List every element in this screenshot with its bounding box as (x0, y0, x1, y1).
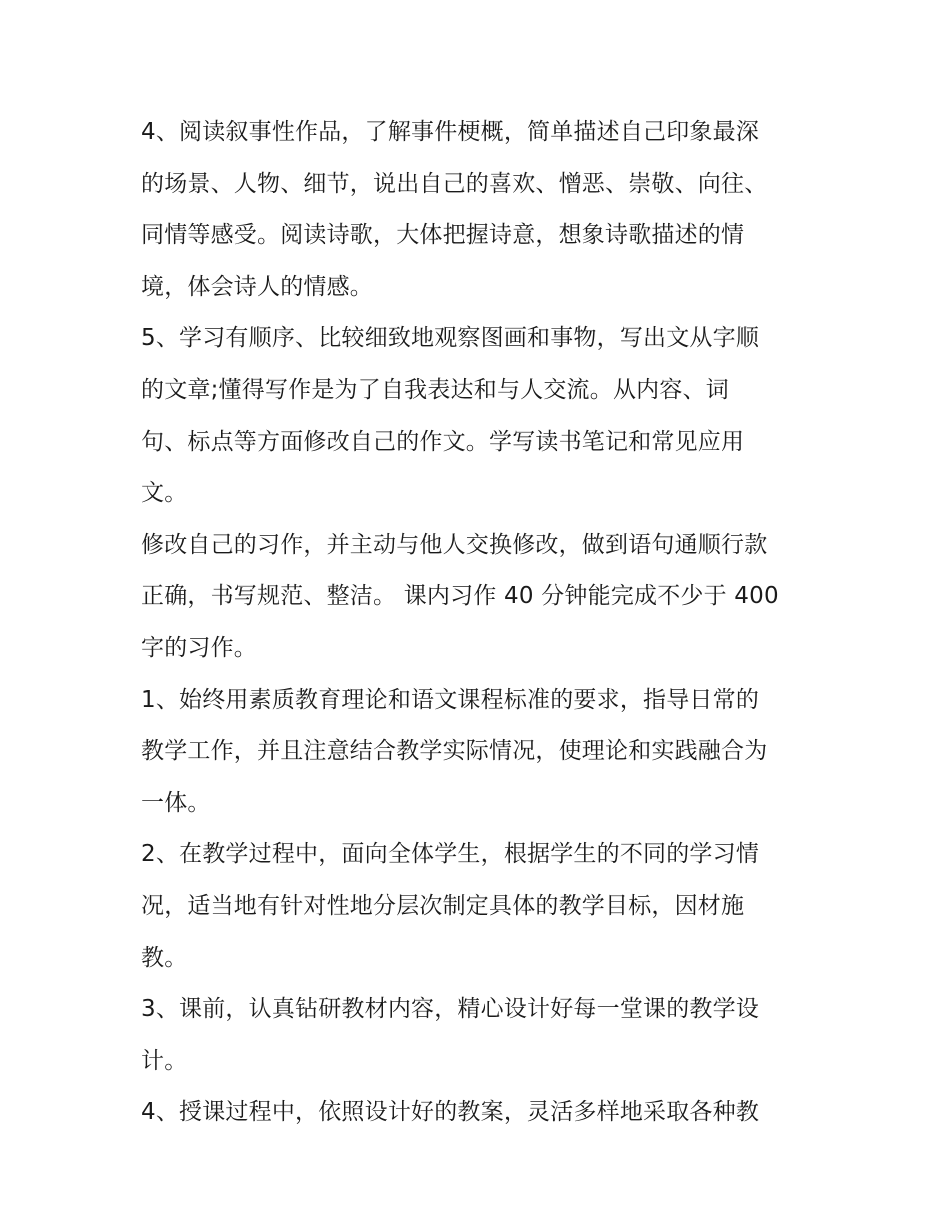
text-line: 的场景、人物、细节，说出自己的喜欢、憎恶、崇敬、向往、 (141, 170, 768, 197)
text-line: 2、在教学过程中，面向全体学生，根据学生的不同的学习情 (141, 841, 760, 868)
text-line: 正确，书写规范、整洁。 课内习作 40 分钟能完成不少于 400 (141, 583, 779, 610)
text-line: 修改自己的习作，并主动与他人交换修改，做到语句通顺行款 (141, 531, 768, 558)
text-line: 一体。 (141, 789, 211, 816)
text-line: 文。 (141, 480, 188, 507)
text-line: 同情等感受。阅读诗歌，大体把握诗意，想象诗歌描述的情 (141, 222, 745, 249)
text-line: 况，适当地有针对性地分层次制定具体的教学目标，因材施 (141, 892, 745, 919)
text-line: 句、标点等方面修改自己的作文。学写读书笔记和常见应用 (141, 428, 745, 455)
text-line: 4、阅读叙事性作品，了解事件梗概，简单描述自己印象最深 (141, 119, 760, 145)
text-line: 4、授课过程中，依照设计好的教案，灵活多样地采取各种教 (141, 1099, 760, 1126)
text-line: 字的习作。 (141, 634, 257, 661)
text-line: 5、学习有顺序、比较细致地观察图画和事物，写出文从字顺 (141, 325, 760, 352)
text-line: 3、课前，认真钻研教材内容，精心设计好每一堂课的教学设 (141, 996, 760, 1023)
text-line: 计。 (141, 1047, 188, 1074)
document-body (141, 107, 821, 1139)
text-line: 的文章;懂得写作是为了自我表达和与人交流。从内容、词 (141, 376, 729, 403)
text-line: 教学工作，并且注意结合教学实际情况，使理论和实践融合为 (141, 738, 768, 765)
text-line: 教。 (141, 944, 188, 971)
text-line: 境，体会诗人的情感。 (141, 273, 373, 300)
text-line: 1、始终用素质教育理论和语文课程标准的要求，指导日常的 (141, 686, 760, 713)
